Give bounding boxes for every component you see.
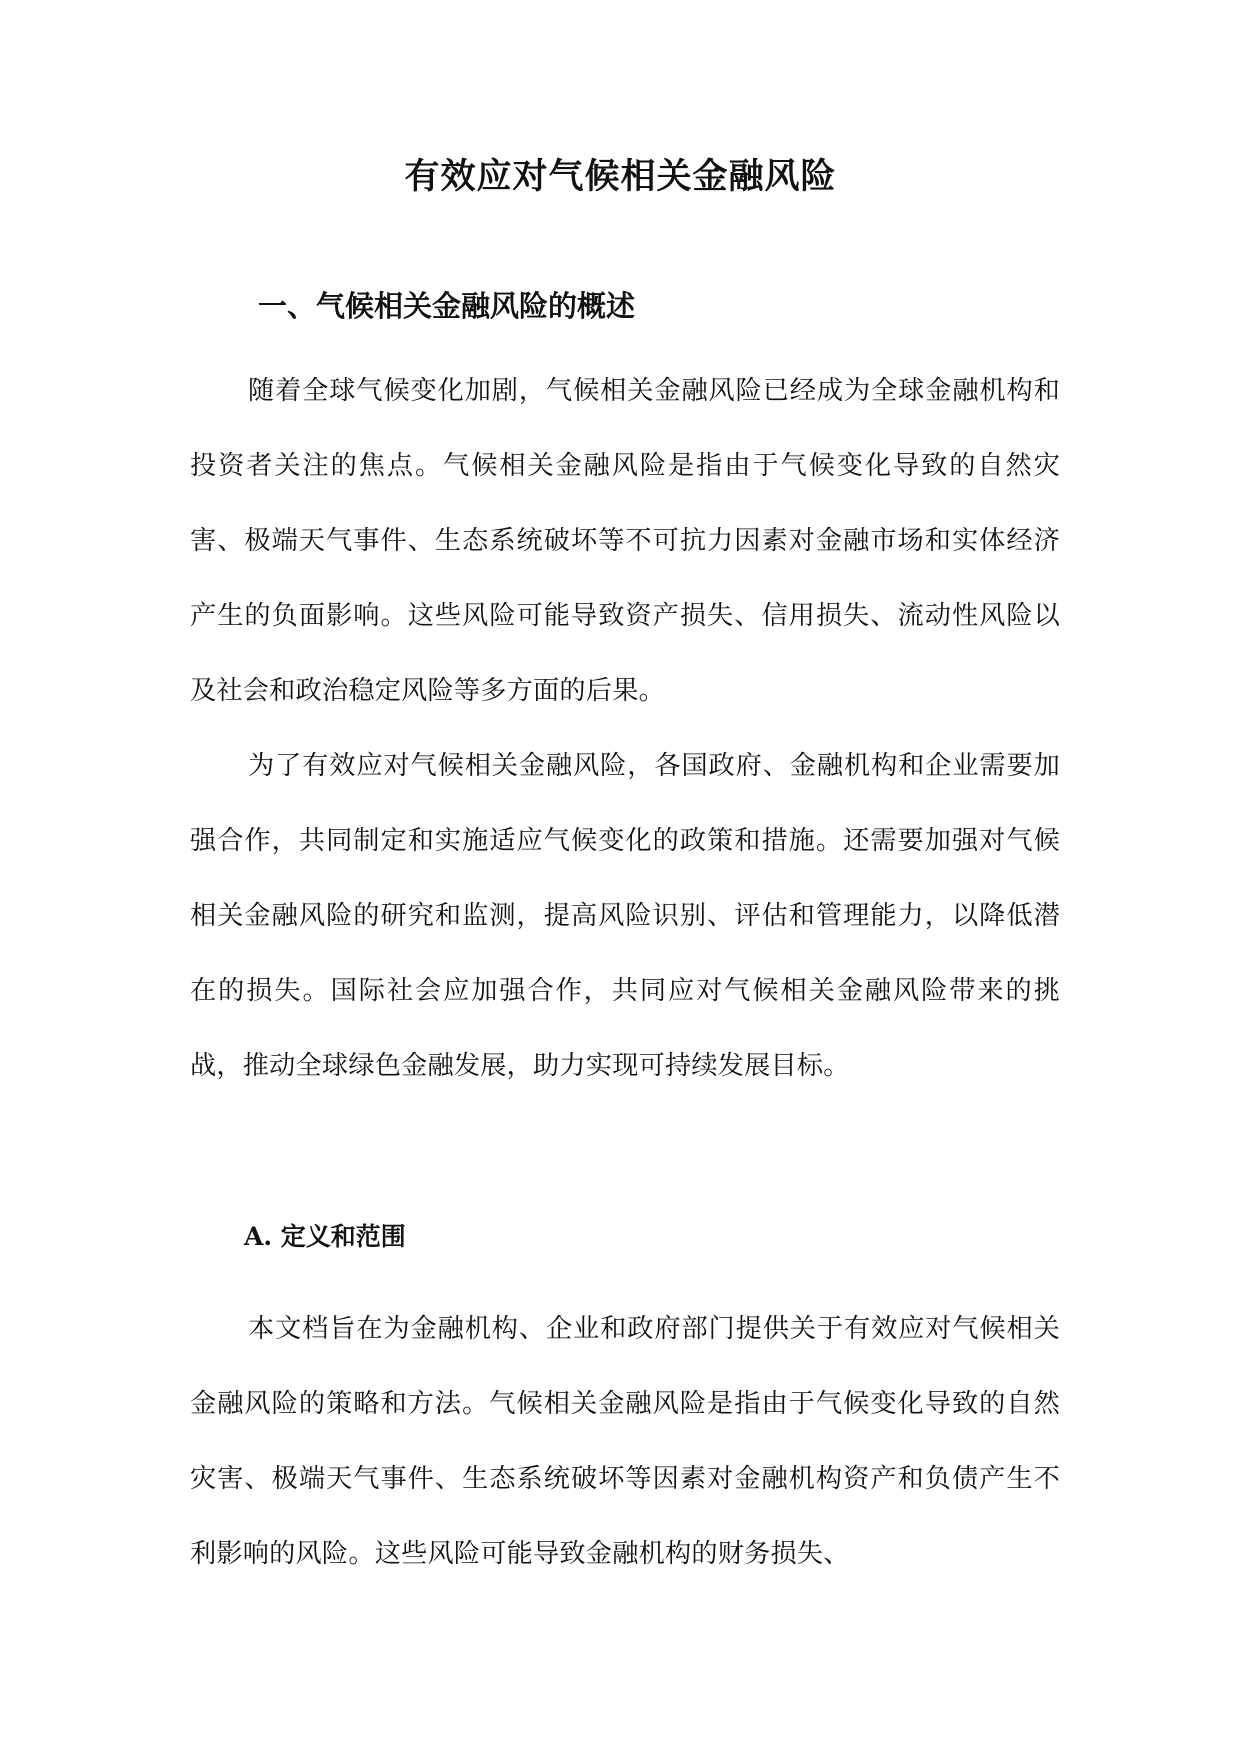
section-heading: 一、气候相关金融风险的概述 xyxy=(258,289,636,323)
paragraph-overview-2: 为了有效应对气候相关金融风险，各国政府、金融机构和企业需要加强合作，共同制定和实施适应气候变化的政策和措施。还需要加强对气候相关金融风险的研究和监测，提高风险识别、评估和管理能力，以降低潜在的损失。国际社会应加强合作，共同应对气候相关金融风险带来的挑战，推动全球绿色金融发展，助力实现可持续发展目标。 xyxy=(190,751,1060,1081)
paragraph-definition: 本文档旨在为金融机构、企业和政府部门提供关于有效应对气候相关金融风险的策略和方法。气候相关金融风险是指由于气候变化导致的自然灾害、极端天气事件、生态系统破坏等因素对金融机构资产和负债产生不利影响的风险。这些风险可能导致金融机构的财务损失、 xyxy=(190,1314,1060,1569)
subsection-heading: A. 定义和范围 xyxy=(244,1222,406,1251)
document-title: 有效应对气候相关金融风险 xyxy=(404,156,837,197)
paragraph-overview-1: 随着全球气候变化加剧，气候相关金融风险已经成为全球金融机构和投资者关注的焦点。气候相关金融风险是指由于气候变化导致的自然灾害、极端天气事件、生态系统破坏等不可抗力因素对金融市场和实体经济产生的负面影响。这些风险可能导致资产损失、信用损失、流动性风险以及社会和政治稳定风险等多方面的后果。 xyxy=(190,376,1060,706)
